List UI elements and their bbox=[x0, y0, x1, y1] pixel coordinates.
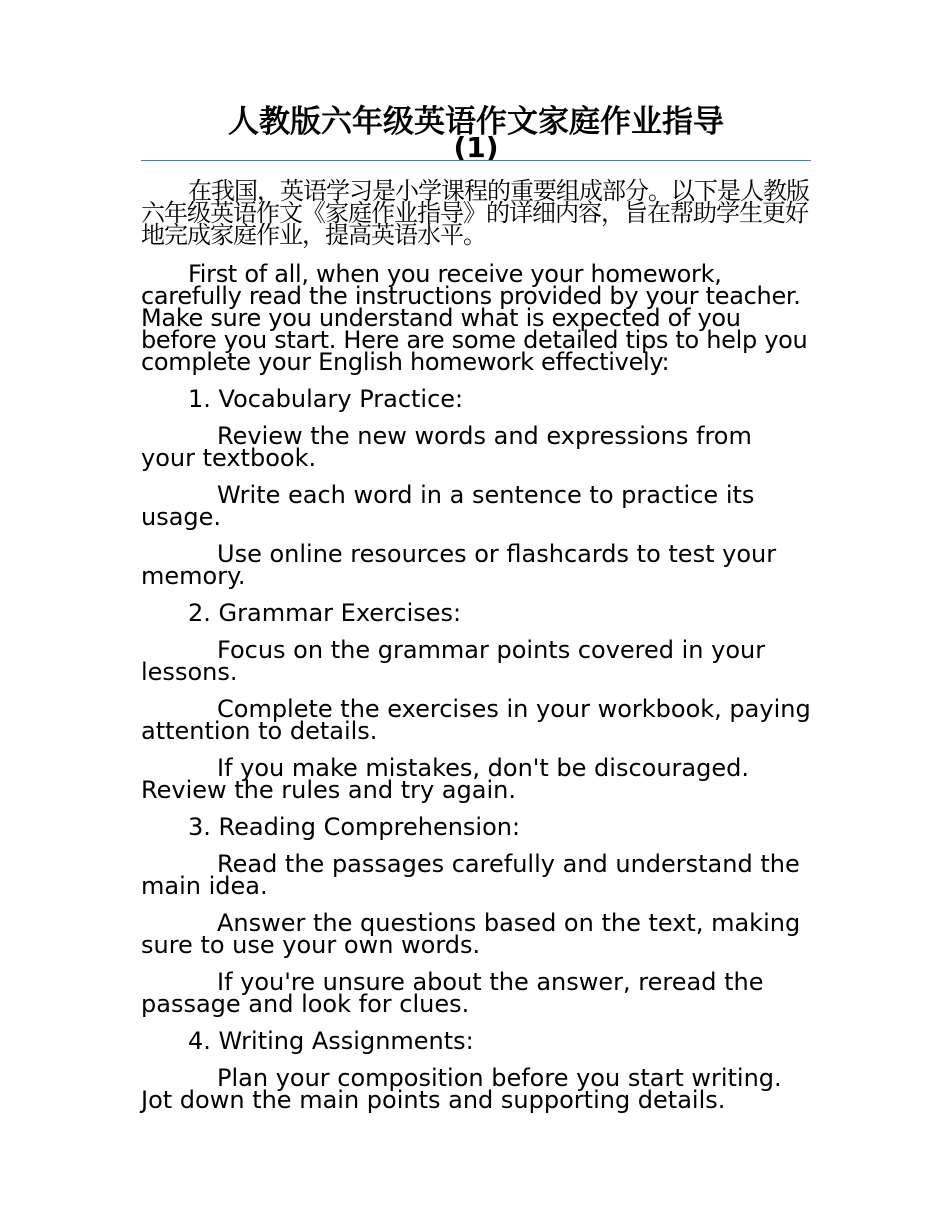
section-item: Focus on the grammar points covered in your lessons. bbox=[141, 636, 766, 686]
section-item: Read the passages carefully and understand the main idea. bbox=[141, 850, 800, 900]
section-item: Write each word in a sentence to practice its usage. bbox=[141, 481, 755, 531]
section-item: If you're unsure about the answer, reread the passage and look for clues. bbox=[141, 968, 764, 1018]
section-heading-reading: 3. Reading Comprehension: bbox=[188, 813, 521, 841]
document-page bbox=[141, 0, 811, 1230]
section-item: Review the new words and expressions from your textbook. bbox=[141, 422, 752, 472]
section-item: If you make mistakes, don't be discouraged. Review the rules and try again. bbox=[141, 754, 749, 804]
document-title-number: (1) bbox=[453, 131, 499, 164]
section-heading-vocabulary: 1. Vocabulary Practice: bbox=[188, 385, 464, 413]
section-heading-writing: 4. Writing Assignments: bbox=[188, 1027, 474, 1055]
section-item: Answer the questions based on the text, making sure to use your own words. bbox=[141, 909, 801, 959]
section-heading-grammar: 2. Grammar Exercises: bbox=[188, 599, 462, 627]
section-item: Complete the exercises in your workbook, paying attention to details. bbox=[141, 695, 811, 745]
document-body bbox=[141, 177, 811, 1126]
title-divider bbox=[141, 160, 811, 161]
section-item: Use online resources or flashcards to test your memory. bbox=[141, 540, 777, 590]
intro-paragraph-chinese: 在我国，英语学习是小学课程的重要组成部分。以下是人教版六年级英语作文《家庭作业指导》的详细内容，旨在帮助学生更好地完成家庭作业，提高英语水平。 bbox=[141, 177, 809, 249]
document-title: 人教版六年级英语作文家庭作业指导 bbox=[228, 104, 724, 140]
section-item: Plan your composition before you start writing. Jot down the main points and supporting details. bbox=[141, 1064, 782, 1114]
intro-paragraph-english: First of all, when you receive your homework, carefully read the instructions provided by your teacher. Make sure you understand what is expected of you before you start. Here are some detailed tips to help you complete your English homework effectively: bbox=[141, 260, 808, 376]
